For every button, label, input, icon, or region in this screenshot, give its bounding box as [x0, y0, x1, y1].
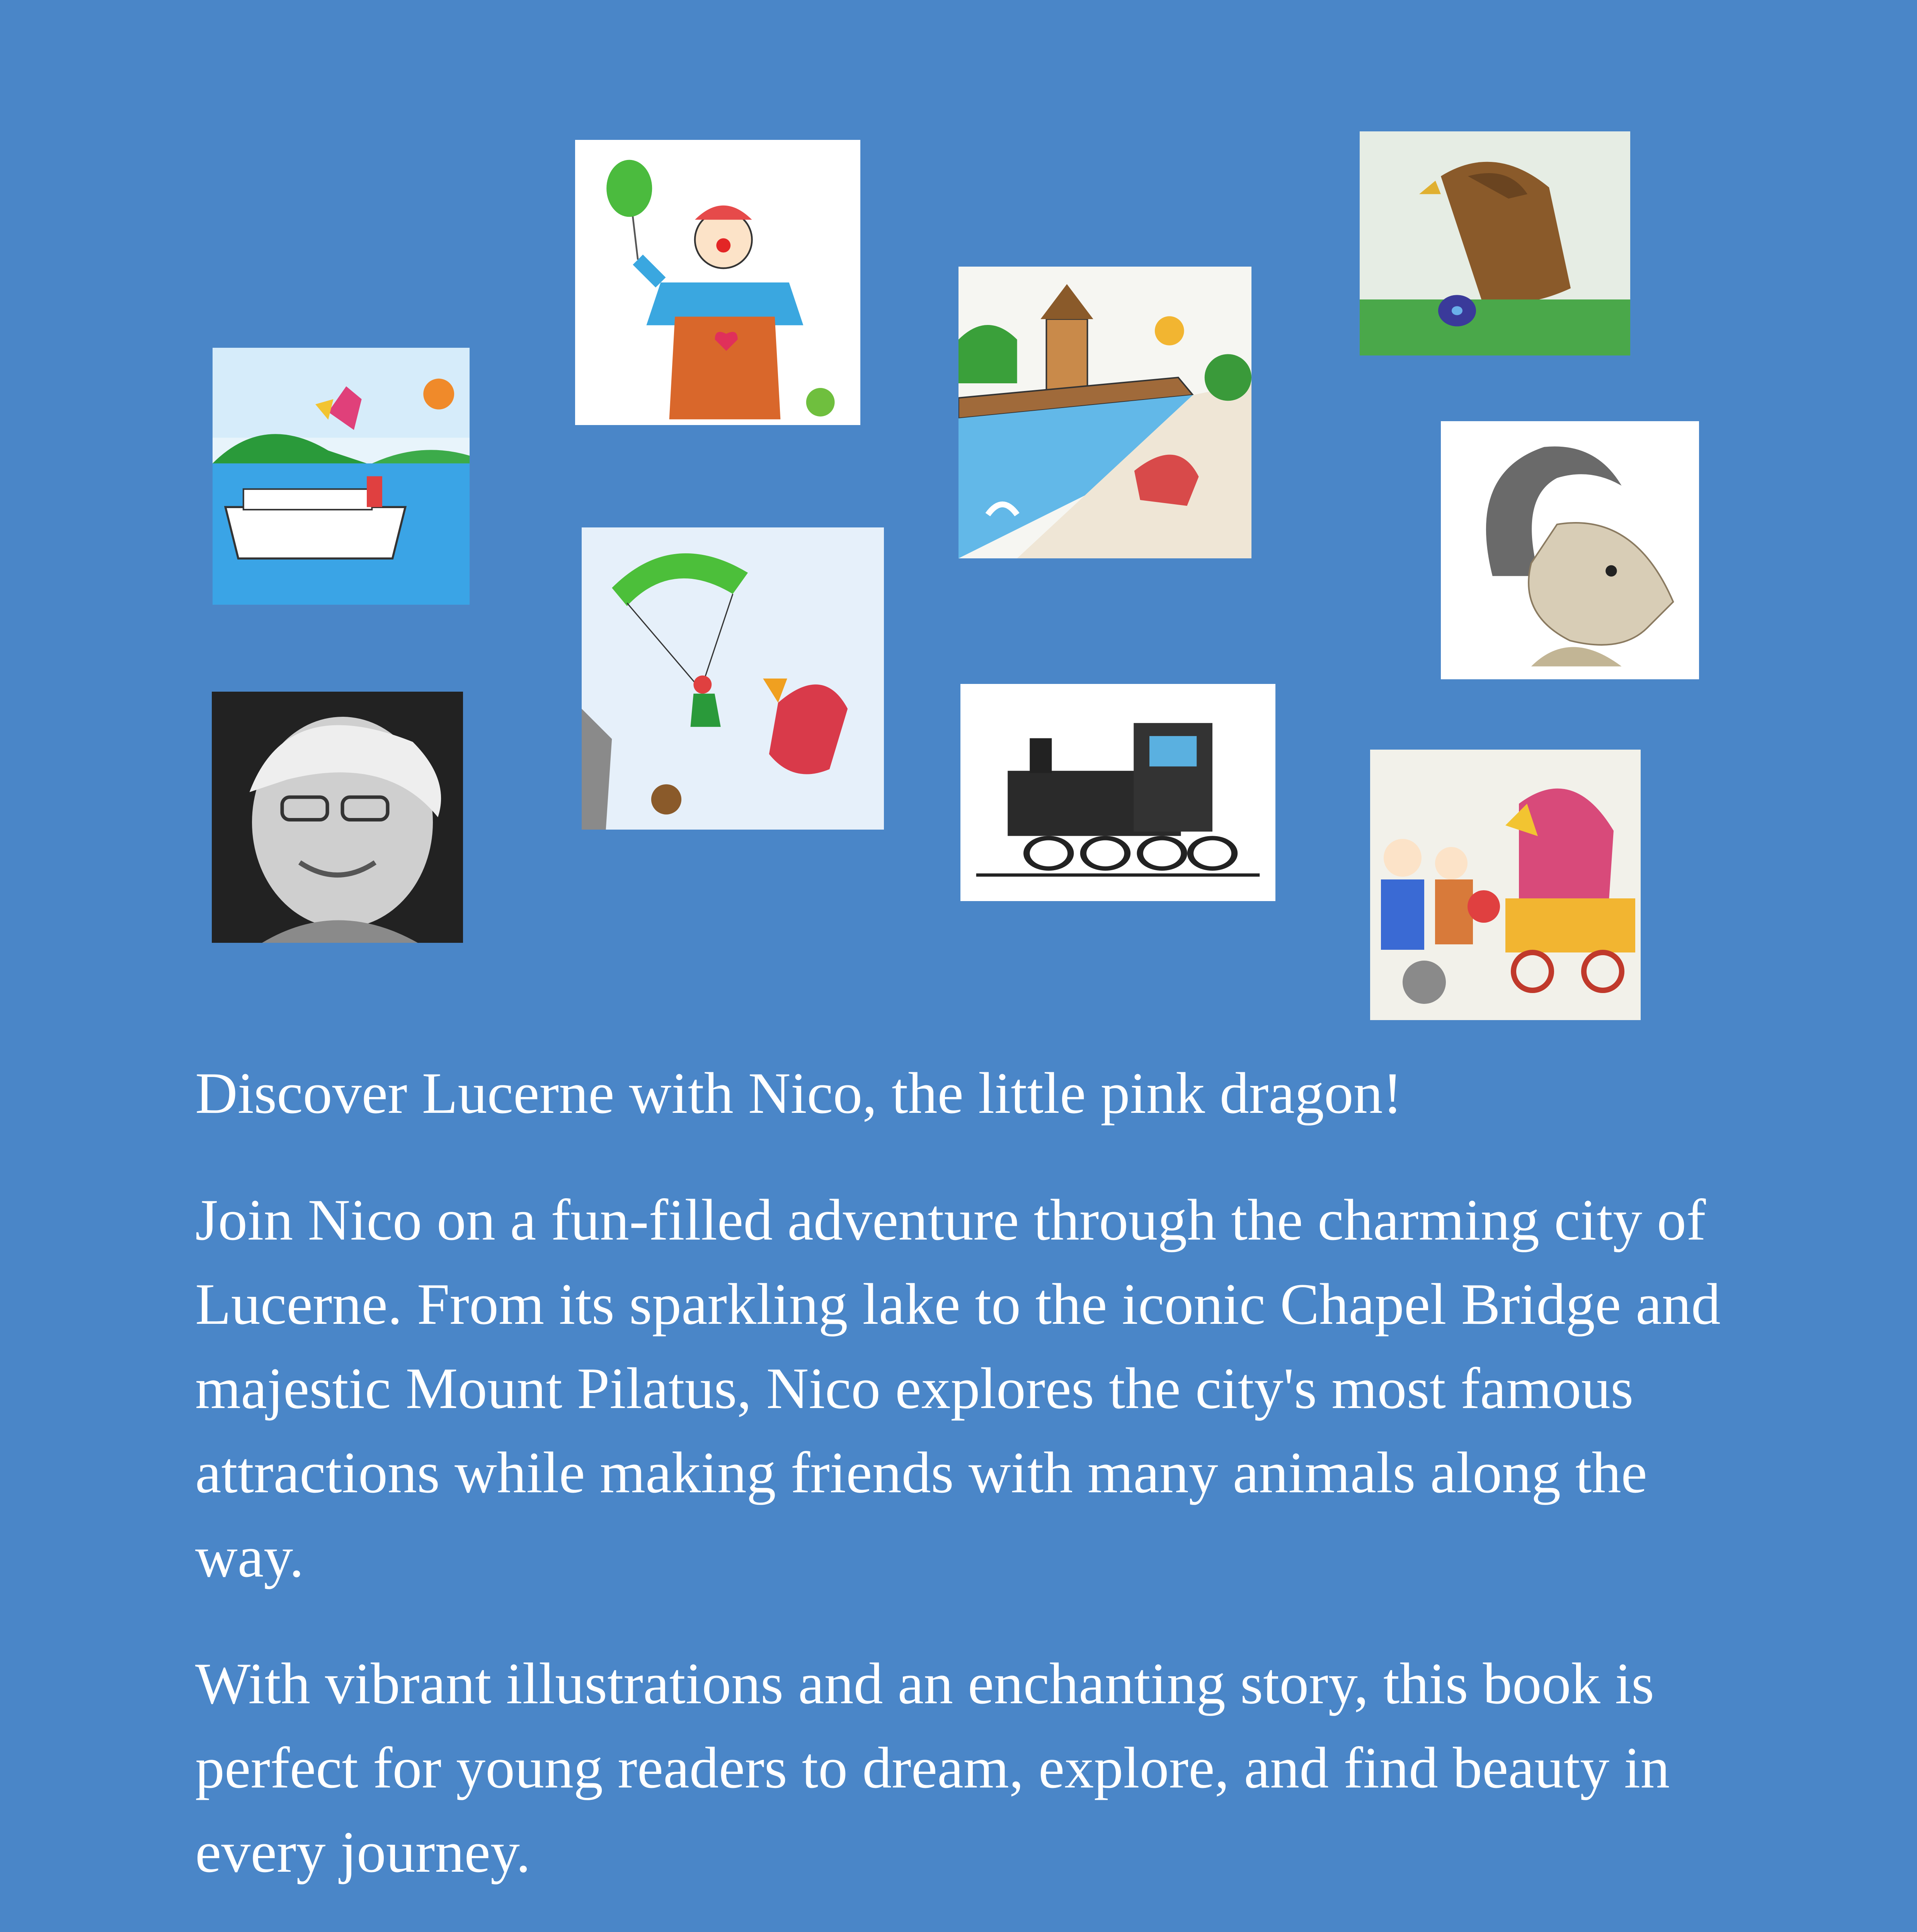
illustration-locomotive	[960, 684, 1275, 901]
blurb-tagline: Discover Lucerne with Nico, the little pink dragon!	[195, 1061, 1403, 1126]
illustration-chapel-bridge	[958, 267, 1251, 558]
illustration-paraglider	[582, 527, 884, 830]
author-photo	[212, 692, 463, 943]
illustration-lake-steamer	[213, 348, 470, 605]
back-cover-blurb	[195, 1051, 1753, 1932]
illustration-carnival	[1370, 750, 1641, 1020]
illustration-clown	[575, 140, 860, 425]
blurb-paragraph-1: Join Nico on a fun-filled adventure through the charming city of Lucerne. From its sparkling lake to the iconic Chapel Bridge and majestic Mount Pilatus, Nico explores the city's most famous attractions while making friends with many animals along the way.	[195, 1187, 1721, 1589]
illustration-eagle	[1360, 131, 1630, 355]
blurb-paragraph-2: With vibrant illustrations and an enchanting story, this book is perfect for young readers to dream, explore, and find beauty in every journey.	[195, 1651, 1670, 1884]
illustration-ibex	[1441, 421, 1699, 679]
